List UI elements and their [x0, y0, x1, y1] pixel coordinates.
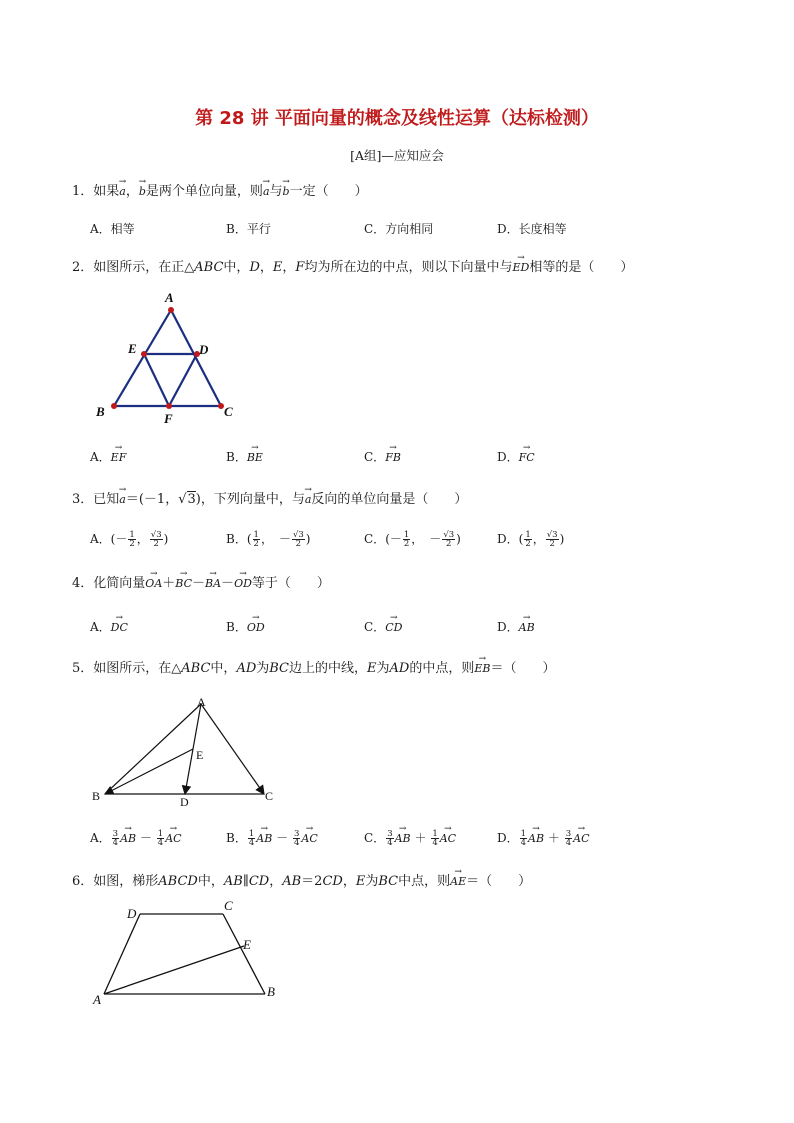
- q3-option-d: D．( $\frac{1}{2}$ ， $\frac{√3}{2}$ ): [497, 529, 565, 549]
- label-A: A: [165, 290, 174, 305]
- q1-option-a: A．相等: [90, 222, 135, 236]
- q3-option-c: C．(－ $\frac{1}{2}$ ， － $\frac{√3}{2}$ ): [364, 529, 461, 549]
- question-5: 5．如图所示，在△ABC中，AD为BC边上的中线，E为AD的中点，则→ EB＝（ ）: [72, 657, 556, 676]
- page-title: 第 28 讲 平面向量的概念及线性运算（达标检测）: [195, 108, 599, 129]
- q2-option-b: B．→ BE: [226, 447, 263, 465]
- q2-option-d: D．→ FC: [497, 447, 535, 465]
- q3-option-b: B．( $\frac{1}{2}$ ， － $\frac{√3}{2}$ ): [226, 529, 311, 549]
- equilateral-triangle-figure: [90, 286, 260, 426]
- label-B: B: [267, 984, 275, 999]
- section-subtitle: [A组]—应知应会: [350, 148, 444, 163]
- q2-option-a: A．→ EF: [90, 447, 126, 465]
- label-E: E: [128, 341, 137, 356]
- q4-option-c: C．→ CD: [364, 617, 402, 635]
- q1-option-b: B．平行: [226, 222, 271, 236]
- label-B: B: [92, 789, 101, 803]
- q1-option-c: C．方向相同: [364, 222, 434, 236]
- q2-option-c: C．→ FB: [364, 447, 401, 465]
- question-1: 1．如果→ a，→ b是两个单位向量，则→ a与→ b一定（ ）: [72, 180, 368, 199]
- question-6: 6．如图，梯形ABCD中，AB∥CD，AB＝2CD，E为BC中点，则→ AE＝（ ）: [72, 870, 531, 889]
- q4-option-a: A．→ DC: [90, 617, 128, 635]
- question-4: 4．化简向量→ OA＋→ BC－→ BA－→ OD等于（ ）: [72, 572, 330, 591]
- label-A: A: [197, 695, 206, 709]
- triangle-median-figure: [88, 694, 288, 809]
- q5-option-c: C． $\frac{3}{4}$ → AB ＋ $\frac{1}{4}$ → AC: [364, 828, 456, 848]
- trapezoid-figure: [88, 898, 288, 1010]
- label-B: B: [96, 404, 105, 419]
- label-D: D: [199, 342, 209, 357]
- q4-option-b: B．→ OD: [226, 617, 265, 635]
- q1-option-d: D．长度相等: [497, 222, 567, 236]
- q5-option-d: D． $\frac{1}{4}$ → AB ＋ $\frac{3}{4}$ → AC: [497, 828, 590, 848]
- label-F: F: [164, 411, 173, 426]
- label-D: D: [127, 906, 137, 921]
- label-A: A: [93, 992, 101, 1007]
- q5-option-b: B． $\frac{1}{4}$ → AB － $\frac{3}{4}$ → AC: [226, 828, 318, 848]
- label-C: C: [224, 404, 233, 419]
- q5-option-a: A． $\frac{3}{4}$ → AB － $\frac{1}{4}$ → AC: [90, 828, 182, 848]
- label-E: E: [243, 937, 251, 952]
- question-3: 3．已知→ a＝(－1，√3)，下列向量中，与→ a反向的单位向量是（ ）: [72, 488, 467, 507]
- q3-option-a: A．(－ $\frac{1}{2}$ ， $\frac{√3}{2}$ ): [90, 529, 169, 549]
- label-C: C: [224, 898, 233, 913]
- question-2: 2．如图所示，在正△ABC中，D，E，F均为所在边的中点，则以下向量中与→ ED相等的是（ ）: [72, 256, 633, 275]
- q4-option-d: D．→ AB: [497, 617, 535, 635]
- label-E: E: [196, 748, 204, 762]
- label-C: C: [265, 789, 274, 803]
- label-D: D: [180, 795, 189, 809]
